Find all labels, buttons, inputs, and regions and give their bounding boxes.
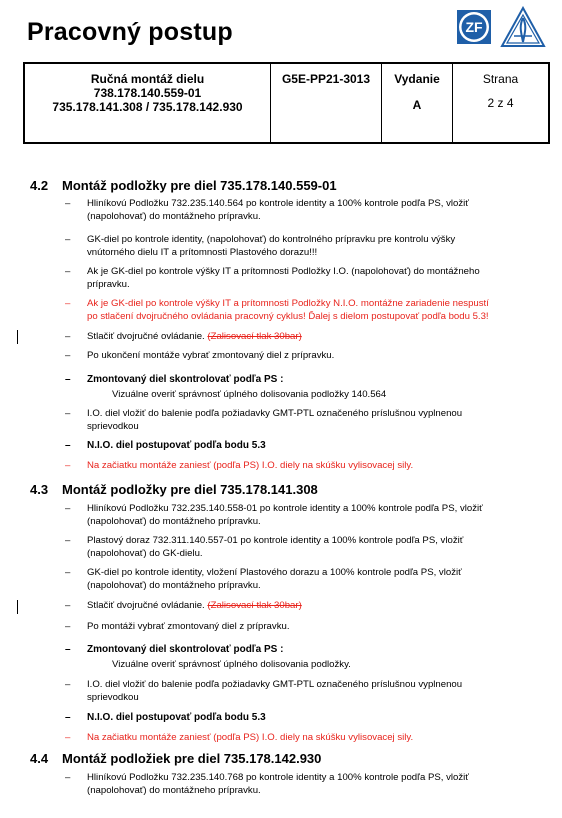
svg-text:ZF: ZF [465,19,483,35]
list-dash: – [65,331,71,342]
list-item-text: (napolohovať) do montážneho prípravku. [87,210,261,222]
list-dash: – [65,350,71,361]
list-item-text: prípravku. [87,278,130,290]
section-number: 4.2 [30,178,49,193]
list-item-text: (napolohovať) do montážneho prípravku. [87,784,261,796]
section-heading-4-4 [30,751,321,766]
page-value: 2 z 4 [487,96,514,110]
change-bar [17,600,18,614]
list-item-text: Stlačiť dvojručné ovládanie. [87,331,205,342]
list-item-text: po stlačení dvojručného ovládania pracovný cyklus! Ďalej s dielom postupovať podľa bodu 5.3! [87,310,489,322]
list-item-text: (napolohovať) do montážneho prípravku. [87,579,261,591]
doc-code-cell [271,64,382,142]
doc-title-line-3: 735.178.141.308 / 735.178.142.930 [52,100,243,114]
list-dash: – [65,621,71,632]
struck-text: (Zalisovací tlak 30bar) [207,600,302,611]
list-item-text: Hliníkovú Podložku 732.235.140.564 po kontrole identity a 100% kontrole podľa PS, vložiť [87,198,469,209]
list-dash: – [65,266,71,277]
list-dash: – [65,298,71,309]
section-title: Montáž podložky pre diel 735.178.140.559-01 [62,178,337,193]
document-header-table [23,62,550,144]
list-item-text: Po montáži vybrať zmontovaný diel z prípravku. [87,621,290,632]
list-dash: – [65,712,71,723]
list-item-text: (napolohovať) do GK-dielu. [87,547,203,559]
list-dash: – [65,503,71,514]
list-dash: – [65,440,71,451]
list-dash: – [65,679,71,690]
sub-item-text: Vizuálne overiť správnosť úplného dolisovania podložky. [112,659,351,670]
list-item-text: sprievodkou [87,691,139,703]
sub-item-text: Vizuálne overiť správnosť úplného dolisovania podložky 140.564 [112,389,387,400]
section-title: Montáž podložiek pre diel 735.178.142.930 [62,751,322,766]
list-item-text: sprievodkou [87,420,139,432]
doc-title-cell [25,64,271,142]
list-dash: – [65,535,71,546]
list-dash: – [65,600,71,611]
page-label: Strana [482,72,519,86]
list-item-text: N.I.O. diel postupovať podľa bodu 5.3 [87,440,266,451]
section-heading-4-3 [30,482,318,497]
list-item-text: GK-diel po kontrole identity, (napolohovať) do kontrolného prípravku pre kontrolu výšky [87,234,456,245]
list-item-text: I.O. diel vložiť do balenie podľa požiadavky GMT-PTL označeného príslušnou vyplnenou [87,679,463,690]
doc-title-line-1: Ručná montáž dielu [90,72,205,86]
edition-value: A [412,98,422,112]
doc-code: G5E-PP21-3013 [281,72,371,86]
list-item-text: (napolohovať) do montážneho prípravku. [87,515,261,527]
list-dash: – [65,772,71,783]
zf-logo [456,9,492,45]
list-item-text: Na začiatku montáže zaniesť (podľa PS) I.O. diely na skúšku vylisovacej sily. [87,732,414,743]
list-item-text: vnútorného dielu IT a prítomnosti Plastového dorazu!!! [87,246,318,258]
section-number: 4.3 [30,482,49,497]
edition-cell [382,64,453,142]
page-cell [453,64,548,142]
page-title: Pracovný postup [27,18,233,46]
list-dash: – [65,198,71,209]
list-item-text: Hliníkovú Podložku 732.235.140.768 po kontrole identity a 100% kontrole podľa PS, vložiť [87,772,469,783]
list-dash: – [65,374,71,385]
triangle-logo [500,6,546,48]
list-item-text: Plastový doraz 732.311.140.557-01 po kontrole identity a 100% kontrole podľa PS, vložiť [87,535,464,546]
list-dash: – [65,644,71,655]
struck-text: (Zalisovací tlak 30bar) [207,331,302,342]
list-dash: – [65,567,71,578]
edition-label: Vydanie [394,72,440,86]
list-item-text: I.O. diel vložiť do balenie podľa požiadavky GMT-PTL označeného príslušnou vyplnenou [87,408,463,419]
list-item-text: Ak je GK-diel po kontrole výšky IT a prítomnosti Podložky I.O. (napolohovať) do montážneho [87,266,480,277]
list-dash: – [65,234,71,245]
list-item-text: Po ukončení montáže vybrať zmontovaný diel z prípravku. [87,350,335,361]
list-dash: – [65,460,71,471]
list-item-text: Na začiatku montáže zaniesť (podľa PS) I.O. diely na skúšku vylisovacej sily. [87,460,414,471]
list-item-text: Zmontovaný diel skontrolovať podľa PS : [87,374,284,385]
list-item-text: GK-diel po kontrole identity, vložení Plastového dorazu a 100% kontrole podľa PS, vložiť [87,567,462,578]
section-number: 4.4 [30,751,49,766]
list-dash: – [65,732,71,743]
list-item-text: Zmontovaný diel skontrolovať podľa PS : [87,644,284,655]
section-heading-4-2 [30,178,337,193]
change-bar [17,330,18,344]
list-dash: – [65,408,71,419]
list-item-text: N.I.O. diel postupovať podľa bodu 5.3 [87,712,266,723]
list-item-text: Ak je GK-diel po kontrole výšky IT a prítomnosti Podložky N.I.O. montážne zariadenie nespustí [87,298,489,309]
list-item-text: Hliníkovú Podložku 732.235.140.558-01 po kontrole identity a 100% kontrole podľa PS, vložiť [87,503,483,514]
list-item-text: Stlačiť dvojručné ovládanie. [87,600,205,611]
section-title: Montáž podložky pre diel 735.178.141.308 [62,482,318,497]
doc-title-line-2: 738.178.140.559-01 [93,86,202,100]
